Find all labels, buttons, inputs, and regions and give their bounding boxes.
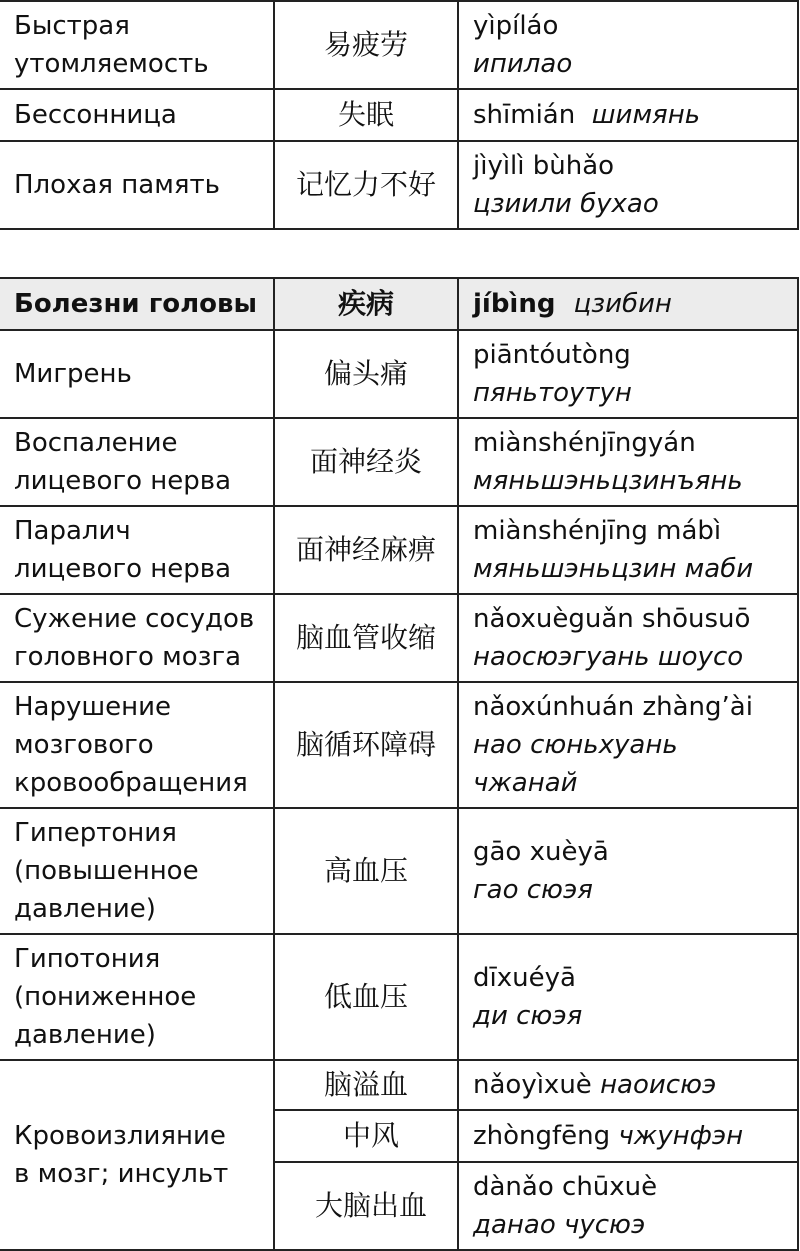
chinese-term: 记忆力不好	[274, 141, 458, 229]
transcription: цзиили бухао	[473, 189, 659, 219]
russian-term-line: Гипертония	[14, 818, 177, 848]
russian-term-line: Мигрень	[14, 359, 132, 389]
chinese-term: 高血压	[274, 808, 458, 934]
transcription: гао сюэя	[473, 875, 593, 905]
pronunciation	[458, 594, 798, 682]
pronunciation	[458, 418, 798, 506]
transcription: мяньшэньцзинъянь	[473, 466, 743, 496]
pinyin: miànshénjīng mábì	[473, 516, 722, 546]
chinese-term: 大脑出血	[274, 1162, 458, 1250]
pronunciation	[458, 808, 798, 934]
russian-term	[0, 682, 274, 808]
pinyin: nǎoxúnhuán zhàng’ài	[473, 692, 753, 722]
russian-term	[0, 330, 274, 418]
table-row	[0, 934, 798, 1060]
chinese-term: 面神经麻痹	[274, 506, 458, 594]
symptoms-table	[0, 0, 799, 230]
chinese-term: 易疲劳	[274, 1, 458, 89]
pronunciation	[458, 506, 798, 594]
pinyin: dànǎo chūxuè	[473, 1172, 658, 1202]
russian-term	[0, 594, 274, 682]
russian-term-line: Быстрая	[14, 11, 130, 41]
russian-term	[0, 418, 274, 506]
pronunciation	[458, 89, 798, 141]
pinyin: zhòngfēng	[473, 1121, 611, 1151]
table-row	[0, 1060, 798, 1110]
russian-term-line: давление)	[14, 894, 156, 924]
table-header-row	[0, 278, 798, 330]
table-row	[0, 506, 798, 594]
pronunciation	[458, 1110, 798, 1162]
russian-term	[0, 1, 274, 89]
pronunciation	[458, 682, 798, 808]
table-row	[0, 141, 798, 229]
russian-term-line: лицевого нерва	[14, 466, 232, 496]
pinyin: yìpíláo	[473, 11, 559, 41]
russian-term-line: Сужение сосудов	[14, 604, 255, 634]
russian-term	[0, 141, 274, 229]
russian-term-line: кровообращения	[14, 768, 248, 798]
russian-term	[0, 1060, 274, 1250]
table-row	[0, 89, 798, 141]
pronunciation	[458, 1162, 798, 1250]
pinyin: jìyìlì bùhǎo	[473, 151, 615, 181]
pinyin: gāo xuèyā	[473, 837, 609, 867]
russian-term-line: Нарушение	[14, 692, 172, 722]
russian-term	[0, 808, 274, 934]
transcription: данао чусюэ	[473, 1210, 646, 1240]
table-row	[0, 1, 798, 89]
transcription: ди сюэя	[473, 1001, 583, 1031]
chinese-term: 偏头痛	[274, 330, 458, 418]
russian-term-line: Гипотония	[14, 944, 161, 974]
chinese-term: 中风	[274, 1110, 458, 1162]
table-row	[0, 808, 798, 934]
russian-term-line: Паралич	[14, 516, 131, 546]
pinyin: miànshénjīngyán	[473, 428, 696, 458]
pronunciation	[458, 1060, 798, 1110]
chinese-term: 脑循环障碍	[274, 682, 458, 808]
russian-term	[0, 89, 274, 141]
russian-term-line: давление)	[14, 1020, 156, 1050]
pinyin: piāntóutòng	[473, 340, 631, 370]
chinese-term: 脑血管收缩	[274, 594, 458, 682]
pronunciation	[458, 934, 798, 1060]
transcription: ипилао	[473, 49, 573, 79]
transcription: чжунфэн	[618, 1121, 744, 1151]
table-row	[0, 594, 798, 682]
pinyin: nǎoxuèguǎn shōusuō	[473, 604, 751, 634]
head-diseases-table	[0, 277, 799, 1251]
russian-term-line: Плохая память	[14, 170, 220, 200]
chinese-term: 面神经炎	[274, 418, 458, 506]
russian-term-line: головного мозга	[14, 642, 242, 672]
table-row	[0, 418, 798, 506]
header-chinese: 疾病	[274, 278, 458, 330]
chinese-term: 低血压	[274, 934, 458, 1060]
chinese-term: 脑溢血	[274, 1060, 458, 1110]
transcription: шимянь	[591, 100, 701, 130]
russian-term-line: лицевого нерва	[14, 554, 232, 584]
russian-term-line: (повышенное	[14, 856, 199, 886]
pronunciation	[458, 330, 798, 418]
russian-term-line: мозгового	[14, 730, 154, 760]
transcription: наоисюэ	[600, 1070, 717, 1100]
russian-term	[0, 506, 274, 594]
transcription: нао сюньхуань	[473, 730, 678, 760]
header-pinyin	[458, 278, 798, 330]
header-pinyin-text: jíbìng	[473, 289, 556, 319]
chinese-term: 失眠	[274, 89, 458, 141]
russian-term-line: в мозг; инсульт	[14, 1159, 229, 1189]
pronunciation	[458, 1, 798, 89]
pronunciation	[458, 141, 798, 229]
pinyin: dīxuéyā	[473, 963, 576, 993]
table-row	[0, 330, 798, 418]
header-transcription: цзибин	[573, 289, 672, 319]
transcription: пяньтоутун	[473, 378, 632, 408]
pinyin: nǎoyìxuè	[473, 1070, 592, 1100]
russian-term-line: утомляемость	[14, 49, 209, 79]
transcription: наосюэгуань шоусо	[473, 642, 744, 672]
table-row	[0, 682, 798, 808]
transcription: чжанай	[473, 768, 578, 798]
russian-term	[0, 934, 274, 1060]
header-category: Болезни головы	[0, 278, 274, 330]
transcription: мяньшэньцзин маби	[473, 554, 754, 584]
russian-term-line: Воспаление	[14, 428, 178, 458]
russian-term-line: (пониженное	[14, 982, 197, 1012]
russian-term-line: Кровоизлияние	[14, 1121, 226, 1151]
russian-term-line: Бессонница	[14, 100, 177, 130]
pinyin: shīmián	[473, 100, 576, 130]
